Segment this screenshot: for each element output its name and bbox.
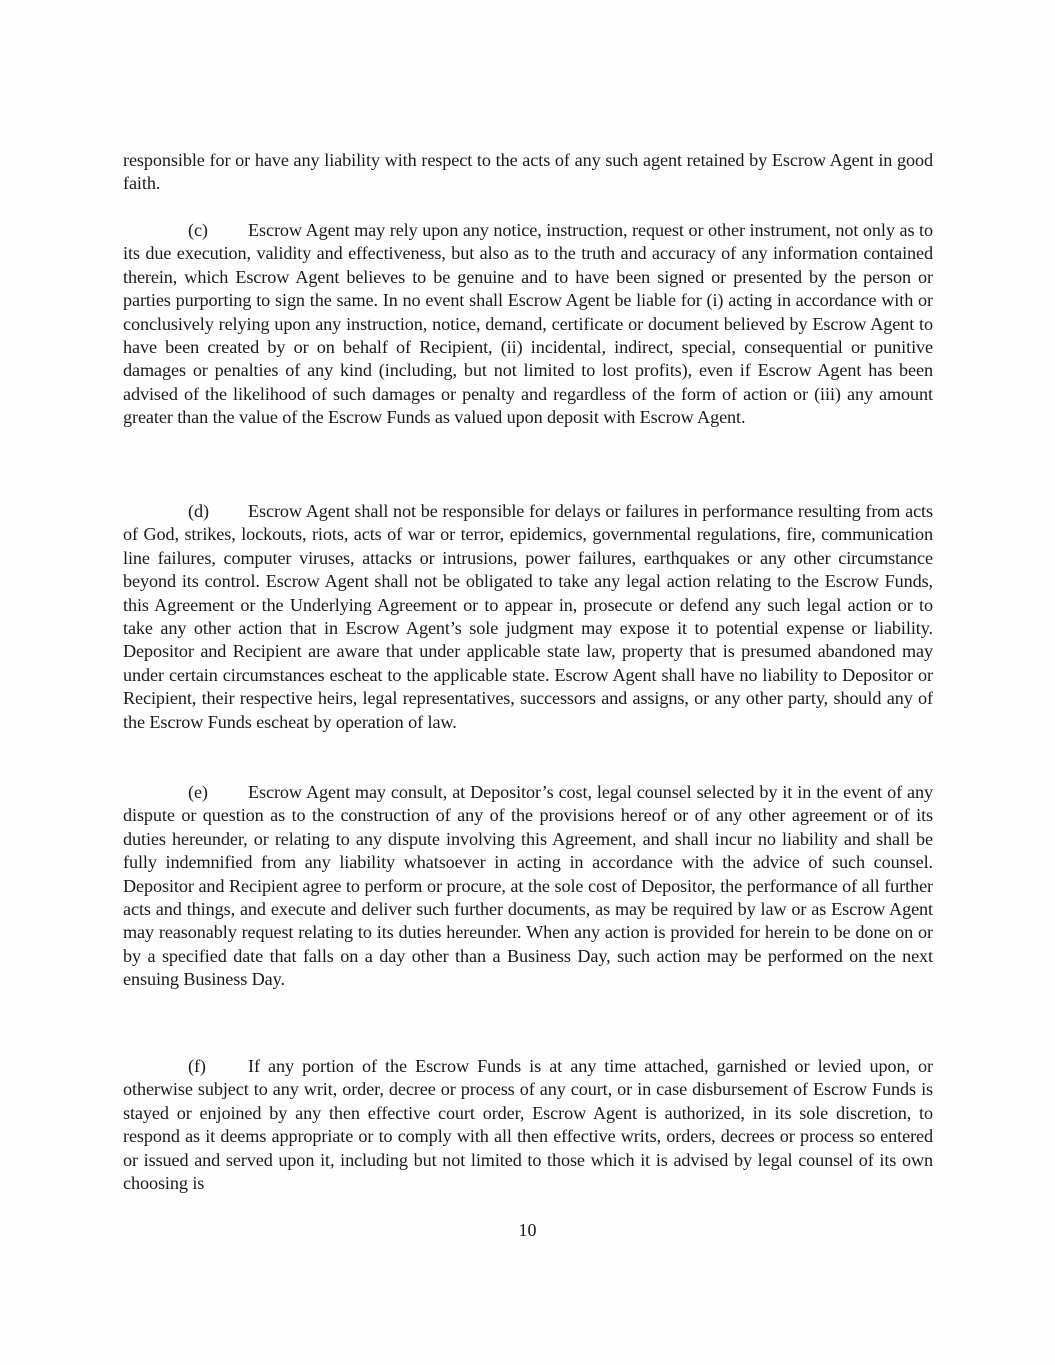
paragraph-text: If any portion of the Escrow Funds is at any time attached, garnished or levied upon, or otherwise subject to any writ, order, decree or process of any court, or in case disbursement of Escrow Funds is stayed or enjoined by any then effective court order, Escrow Agent is authorized, in its sole discretion, to respond as it deems appropriate or to comply with all then effective writs, orders, decrees or process so entered or issued and served upon it, including but not limited to those which it is advised by legal counsel of its own choosing is: [123, 1056, 933, 1194]
paragraph-label: (e): [188, 782, 208, 802]
paragraph-text: Escrow Agent may rely upon any notice, instruction, request or other instrument, not only as to its due execution, validity and effectiveness, but also as to the truth and accuracy of any information contained therein, which Escrow Agent believes to be genuine and to have been signed or presented by the person or parties purporting to sign the same. In no event shall Escrow Agent be liable for (i) acting in accordance with or conclusively relying upon any instruction, notice, demand, certificate or document believed by Escrow Agent to have been created by or on behalf of Recipient, (ii) incidental, indirect, special, consequential or punitive damages or penalties of any kind (including, but not limited to lost profits), even if Escrow Agent has been advised of the likelihood of such damages or penalty and regardless of the form of action or (iii) any amount greater than the value of the Escrow Funds as valued upon deposit with Escrow Agent.: [123, 220, 933, 428]
paragraph-text: responsible for or have any liability with respect to the acts of any such agent retained by Escrow Agent in good faith.: [123, 150, 933, 194]
paragraph-d: [123, 500, 933, 734]
paragraph-text: Escrow Agent shall not be responsible for delays or failures in performance resulting from acts of God, strikes, lockouts, riots, acts of war or terror, epidemics, governmental regulations, fire, communication line failures, computer viruses, attacks or intrusions, power failures, earthquakes or any other circumstance beyond its control. Escrow Agent shall not be obligated to take any legal action relating to the Escrow Funds, this Agreement or the Underlying Agreement or to appear in, prosecute or defend any such legal action or to take any other action that in Escrow Agent’s sole judgment may expose it to potential expense or liability. Depositor and Recipient are aware that under applicable state law, property that is presumed abandoned may under certain circumstances escheat to the applicable state. Escrow Agent shall have no liability to Depositor or Recipient, their respective heirs, legal representatives, successors and assigns, or any other party, should any of the Escrow Funds escheat by operation of law.: [123, 501, 933, 732]
paragraph-f: [123, 1055, 933, 1195]
page-number: 10: [518, 1220, 537, 1240]
paragraph-label: (d): [188, 501, 209, 521]
paragraph-text: Escrow Agent may consult, at Depositor’s cost, legal counsel selected by it in the event of any dispute or question as to the construction of any of the provisions hereof or of any other agreement or of its duties hereunder, or relating to any dispute involving this Agreement, and shall incur no liability and shall be fully indemnified from any liability whatsoever in acting in accordance with the advice of such counsel. Depositor and Recipient agree to perform or procure, at the sole cost of Depositor, the performance of all further acts and things, and execute and deliver such further documents, as may be required by law or as Escrow Agent may reasonably request relating to its duties hereunder. When any action is provided for herein to be done on or by a specified date that falls on a day other than a Business Day, such action may be performed on the next ensuing Business Day.: [123, 782, 933, 990]
paragraph-c: [123, 219, 933, 430]
paragraph-label: (c): [188, 220, 208, 240]
paragraph-e: [123, 781, 933, 992]
paragraph-continuation: [123, 149, 933, 196]
paragraph-label: (f): [188, 1056, 206, 1076]
